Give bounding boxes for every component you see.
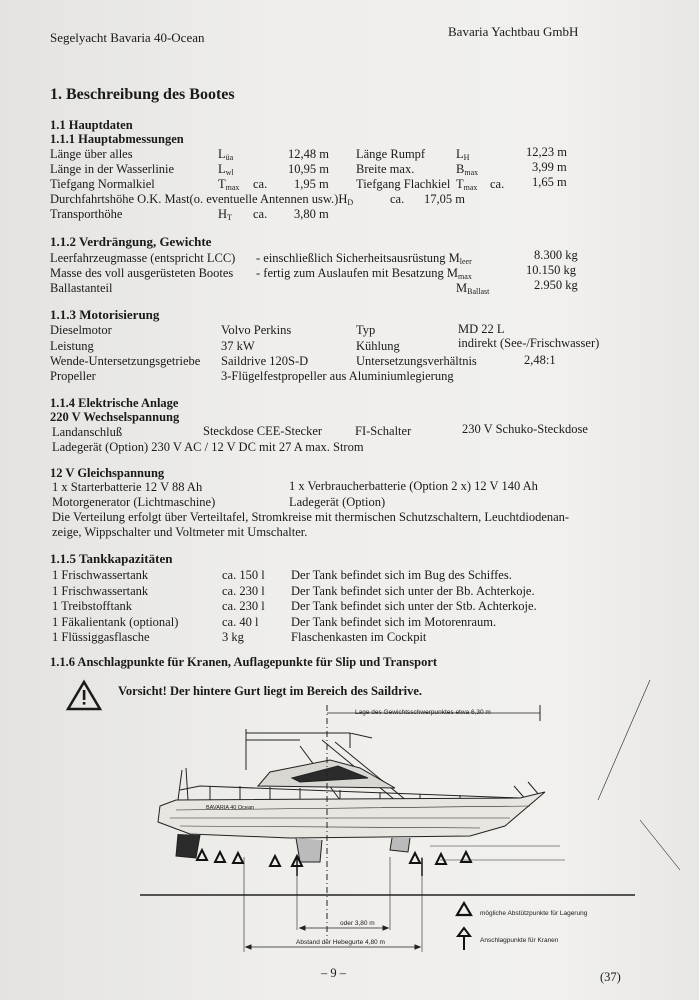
label: Transporthöhe (50, 207, 123, 221)
text-line: Die Verteilung erfolgt über Verteiltafel, Stromkreise mit thermischen Schutzschaltern, Leuchtdiodenan- (52, 510, 570, 524)
label: Tiefgang Normalkiel (50, 177, 155, 191)
symbol: $H_T$ (218, 207, 232, 222)
text-line: zeige, Wippschalter und Voltmeter mit Umschalter. (52, 525, 308, 539)
legend-label: Anschlagpunkte für Kranen (480, 937, 559, 944)
dimension-label: Abstand der Hebegurte 4,80 m (296, 939, 385, 946)
header-right: Bavaria Yachtbau GmbH (448, 24, 579, 39)
tank-location: Flaschenkasten im Cockpit (291, 630, 427, 644)
value: 10,95 m (288, 162, 329, 176)
label: Leerfahrzeugmasse (entspricht LCC) (50, 251, 236, 265)
subsection-heading: 1.1.5 Tankkapazitäten (50, 551, 173, 566)
subsection-heading: 1.1.6 Anschlagpunkte für Kranen, Auflagepunkte für Slip und Transport (50, 655, 438, 669)
cell: 1 x Starterbatterie 12 V 88 Ah (52, 480, 203, 494)
page-title: 1. Beschreibung des Bootes (50, 86, 235, 103)
approx: ca. (253, 177, 268, 191)
tank-name: 1 Frischwassertank (52, 568, 149, 582)
cell: 230 V Schuko-Steckdose (462, 422, 588, 436)
warning-text: Vorsicht! Der hintere Gurt liegt im Bereich des Saildrive. (118, 684, 423, 698)
tank-name: 1 Fäkalientank (optional) (52, 614, 179, 629)
page-number: – 9 – (321, 966, 346, 980)
section-heading: 1.1 Hauptdaten (50, 118, 133, 132)
approx: ca. (390, 192, 405, 206)
cell: 37 kW (221, 339, 255, 353)
cell: Propeller (50, 369, 96, 383)
label: Tiefgang Flachkiel (356, 177, 451, 191)
cell: Steckdose CEE-Stecker (203, 424, 323, 438)
tank-capacity: ca. 230 l (222, 583, 265, 598)
label: Länge Rumpf (356, 147, 426, 161)
warning-icon (68, 682, 100, 709)
cell: Untersetzungsverhältnis (356, 354, 477, 368)
approx: ca. (490, 177, 505, 191)
subheading: 12 V Gleichspannung (50, 466, 165, 480)
hull-name: BAVARIA 40 Ocean (206, 805, 255, 811)
value: 17,05 m (424, 192, 465, 206)
symbol: $T_{max}$ (456, 177, 478, 192)
value: 2.950 kg (534, 278, 578, 292)
cell: Volvo Perkins (221, 323, 292, 337)
symbol: $T_{max}$ (218, 177, 240, 192)
text-line: Ladegerät (Option) 230 V AC / 12 V DC mit 27 A max. Strom (52, 440, 364, 454)
tank-name: 1 Frischwassertank (52, 583, 149, 598)
tank-name: 1 Flüssiggasflasche (52, 630, 150, 644)
subsection-heading: 1.1.2 Verdrängung, Gewichte (50, 234, 212, 249)
cg-label: Lage des Gewichtsschwerpunktes etwa 6,30 m (355, 709, 491, 716)
cell: Saildrive 120S-D (221, 354, 309, 368)
tank-name: 1 Treibstofftank (52, 599, 132, 613)
subsection-heading: 1.1.4 Elektrische Anlage (50, 396, 179, 410)
tank-capacity: ca. 230 l (222, 599, 265, 613)
cell: Motorgenerator (Lichtmaschine) (52, 495, 216, 509)
symbol: $L_{wl}$ (218, 162, 234, 177)
subsection-heading: 1.1.3 Motorisierung (50, 307, 160, 322)
tank-capacity: ca. 40 l (222, 614, 259, 629)
cell: indirekt (See-/Frischwasser) (458, 336, 600, 350)
value: 3,80 m (294, 207, 329, 221)
value: 3,99 m (532, 160, 567, 174)
dimension-label: oder 3,80 m (340, 920, 375, 927)
cell: Dieselmotor (50, 323, 112, 337)
crane-arrow-icon (458, 928, 470, 950)
tank-location: Der Tank befindet sich im Motorenraum. (291, 614, 497, 629)
tank-capacity: 3 kg (222, 630, 244, 644)
value: 10.150 kg (526, 263, 576, 277)
cell: 2,48:1 (524, 353, 556, 367)
cell: Ladegerät (Option) (289, 495, 386, 509)
label: Länge in der Wasserlinie (50, 162, 175, 176)
label: - einschließlich Sicherheitsausrüstung $M_{leer}$ (256, 251, 472, 266)
header-left: Segelyacht Bavaria 40-Ocean (50, 30, 205, 45)
symbol: $L_{üa}$ (218, 147, 234, 162)
value: 1,65 m (532, 175, 567, 189)
tank-location: Der Tank befindet sich unter der Stb. Achterkoje. (291, 599, 537, 613)
label: Masse des voll ausgerüsteten Bootes (50, 266, 234, 280)
cell: Leistung (50, 339, 94, 353)
tank-location: Der Tank befindet sich im Bug des Schiffes. (291, 568, 512, 582)
cell: Typ (356, 323, 376, 337)
subheading: 220 V Wechselspannung (50, 410, 180, 424)
symbol: $M_{Ballast}$ (456, 281, 490, 296)
value: 12,48 m (288, 147, 329, 161)
support-triangle-icon (457, 903, 471, 915)
label: Ballastanteil (50, 281, 113, 295)
subsection-heading: 1.1.1 Hauptabmessungen (50, 132, 184, 146)
cell: FI-Schalter (355, 424, 412, 438)
symbol: $B_{max}$ (456, 162, 479, 177)
cell: 3-Flügelfestpropeller aus Aluminiumlegierung (221, 369, 454, 383)
cell: MD 22 L (458, 322, 505, 336)
cell: Wende-Untersetzungsgetriebe (50, 354, 201, 368)
value: 8.300 kg (534, 248, 578, 262)
label: Durchfahrtshöhe O.K. Mast(o. eventuelle Antennen $usw.)H_D$ (50, 192, 354, 207)
value: 1,95 m (294, 177, 329, 191)
cell: Landanschluß (52, 425, 123, 439)
legend-label: mögliche Abstützpunkte für Lagerung (480, 910, 588, 917)
support-point-markers (197, 850, 471, 866)
value: 12,23 m (526, 145, 567, 159)
document-page-number: (37) (600, 970, 621, 984)
tank-location: Der Tank befindet sich unter der Bb. Achterkoje. (291, 583, 535, 598)
symbol: $L_H$ (456, 147, 470, 162)
boat-illustration (140, 680, 680, 952)
label: Breite max. (356, 162, 415, 176)
tank-capacity: ca. 150 l (222, 568, 265, 582)
cell: Kühlung (356, 339, 400, 353)
label: Länge über alles (50, 147, 133, 161)
approx: ca. (253, 207, 268, 221)
label: - fertig zum Auslaufen mit Besatzung $M_{max}$ (256, 266, 472, 281)
cell: 1 x Verbraucherbatterie (Option 2 x) 12 V 140 Ah (289, 479, 538, 493)
